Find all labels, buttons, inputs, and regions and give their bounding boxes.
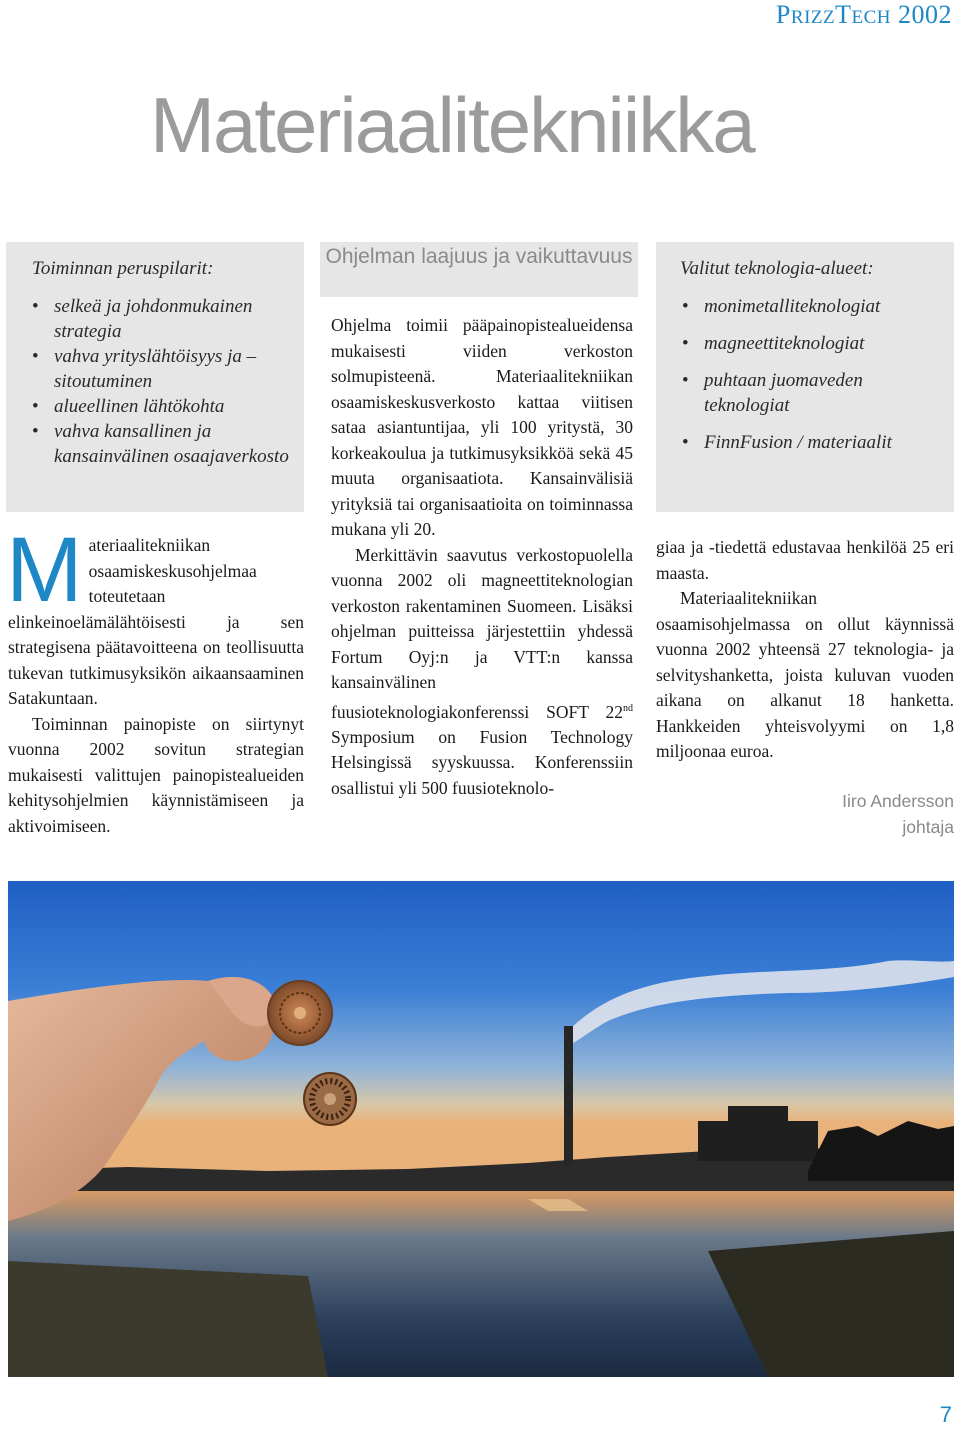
areas-list	[680, 294, 950, 467]
pillars-list	[30, 294, 300, 469]
pillars-heading: Toiminnan peruspilarit:	[32, 258, 214, 279]
page-number: 7	[939, 1402, 952, 1427]
brand-rizz: RIZZ	[790, 7, 836, 28]
signature-role: johtaja	[902, 817, 954, 837]
body-text: Symposium on Fusion Technology Helsingissä syyskuussa. Konferenssiin osallistui yli 500 fuusioteknolo-	[331, 726, 633, 798]
areas-box	[656, 242, 954, 512]
brand-ech: ECH	[851, 7, 891, 28]
body-text: Merkittävin saavutus verkostopuolella vuonna 2002 oli magneettiteknologian verkoston rakentaminen Suomeen. Lisäksi ohjelman puitteissa järjestettiin yhdessä Fortum Oyj:n ja VTT:n kanssa kansainvälinen fuusioteknologiakonferenssi SOFT 22	[331, 544, 633, 722]
brand-t: T	[835, 0, 852, 29]
body-paragraph: Toiminnan painopiste on siirtynyt vuonna 2002 sovitun strategian mukaisesti valittujen painopistealueiden kehitysohjelmien käynnistämiseen ja aktivoimiseen.	[8, 713, 304, 836]
page-title: Materiaalitekniikka	[150, 81, 754, 169]
body-paragraph: Materiaalitekniikan osaamisohjelmassa on ollut käynnissä vuonna 2002 yhteensä 27 teknologia- ja selvityshanketta, joista kuluvan vuoden aikana on alkanut 18 hanketta. Hankkeiden yhteisvolyymi on 1,8 miljoonaa euroa.	[656, 588, 954, 761]
header-brand	[776, 0, 952, 30]
list-item: • vahva kansallinen ja kansainvälinen osaajaverkosto	[30, 419, 300, 469]
photo-sunset-factory-hand	[8, 881, 954, 1377]
areas-heading: Valitut teknologia-alueet:	[680, 258, 874, 279]
mid-column	[331, 313, 633, 801]
left-column	[6, 519, 304, 839]
signature	[700, 788, 954, 840]
list-item: • vahva yrityslähtöisyys ja –sitoutuminen	[30, 344, 300, 394]
intro-text: ateriaalitekniikan osaamiskeskusohjelmaa toteutetaan elinkeinoelämälähtöisesti ja sen strategisena päätavoitteena on teollisuutta tukevan tutkimusyksikön aikaansaaminen Satakuntaan.	[8, 535, 304, 708]
body-paragraph: Ohjelma toimii pääpainopistealueidensa mukaisesti viiden verkoston solmupisteenä. Materiaalitekniikan osaamiskeskusverkosto kattaa viitisen sataa asiantuntijaa, yli 100 yritystä, 30 korkeakoulua ja tutkimusyksikköä sekä 45 muuta organisaatiota. Kansainvälisiä yrityksiä tai organisaatioita on toiminnassa mukana yli 20.	[331, 315, 633, 539]
photo-illustration	[8, 881, 954, 1377]
brand-initial: P	[775, 0, 791, 29]
signature-name: Iiro Andersson	[842, 791, 954, 811]
body-paragraph	[331, 543, 633, 802]
list-item: • selkeä ja johdonmukainen strategia	[30, 294, 300, 344]
list-item: • monimetalliteknologiat	[680, 294, 950, 319]
right-column	[656, 535, 954, 765]
list-item: • magneettiteknologiat	[680, 331, 950, 356]
pillars-box	[6, 242, 304, 512]
section-heading: Ohjelman laajuus ja vaikuttavuus	[325, 245, 633, 268]
drop-cap: M	[6, 519, 83, 621]
body-paragraph: giaa ja -tiedettä edustavaa henkilöä 25 eri maasta.	[656, 537, 954, 583]
superscript: nd	[623, 702, 633, 714]
list-item: • FinnFusion / materiaalit	[680, 430, 950, 455]
intro-paragraph	[6, 519, 304, 712]
list-item: • puhtaan juomaveden teknologiat	[680, 368, 950, 418]
brand-year: 2002	[898, 0, 952, 29]
list-item: • alueellinen lähtökohta	[30, 394, 300, 419]
